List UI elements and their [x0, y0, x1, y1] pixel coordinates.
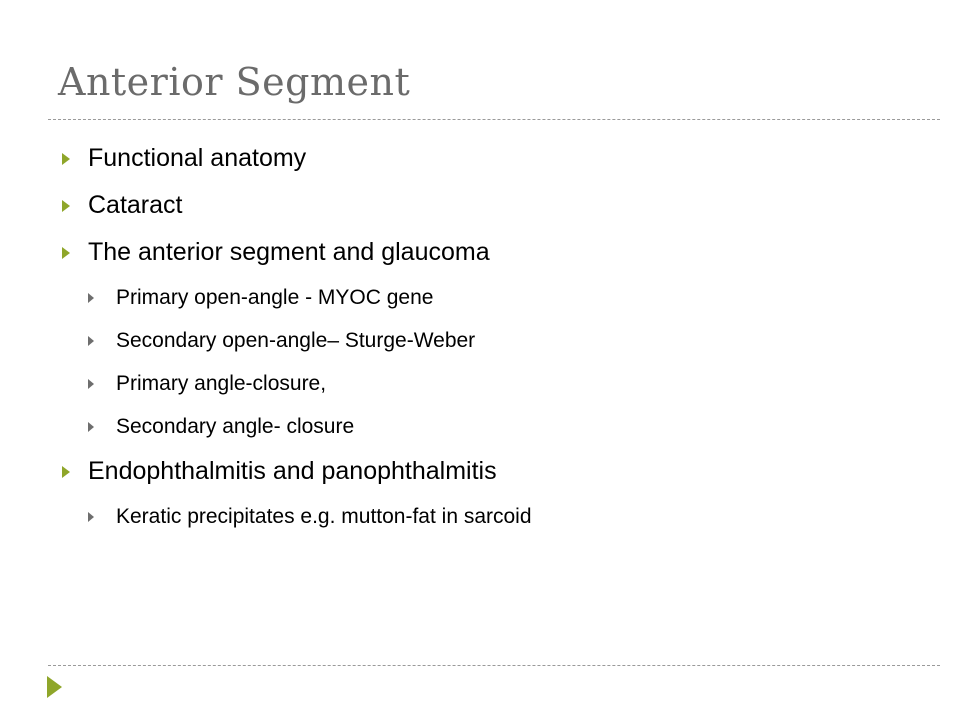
- sub-bullet-text: Secondary open-angle– Sturge-Weber: [116, 329, 476, 352]
- bullet-text: Endophthalmitis and panophthalmitis: [88, 457, 497, 485]
- arrow-right-icon: [88, 336, 94, 346]
- arrow-right-icon: [88, 512, 94, 522]
- slide-title: Anterior Segment: [58, 60, 411, 104]
- bullet-text: Functional anatomy: [88, 144, 307, 172]
- bullet-item: [58, 448, 918, 495]
- footer-divider: [48, 665, 940, 666]
- bullet-item: [58, 229, 918, 276]
- arrow-right-icon: [88, 422, 94, 432]
- sub-bullet-item: [58, 495, 918, 538]
- bullet-text: The anterior segment and glaucoma: [88, 238, 490, 266]
- title-divider: [48, 119, 940, 120]
- arrow-right-icon: [88, 379, 94, 389]
- arrow-right-icon: [88, 293, 94, 303]
- sub-bullet-item: [58, 319, 918, 362]
- sub-bullet-text: Keratic precipitates e.g. mutton-fat in sarcoid: [116, 505, 532, 528]
- arrow-right-icon: [62, 200, 70, 212]
- sub-bullet-text: Secondary angle- closure: [116, 415, 355, 438]
- bullet-item: [58, 182, 918, 229]
- arrow-right-icon: [62, 466, 70, 478]
- triangle-right-icon: [47, 676, 62, 698]
- sub-bullet-text: Primary open-angle - MYOC gene: [116, 286, 434, 309]
- arrow-right-icon: [62, 153, 70, 165]
- bullet-list: [58, 135, 918, 538]
- sub-bullet-item: [58, 362, 918, 405]
- sub-bullet-item: [58, 405, 918, 448]
- sub-bullet-text: Primary angle-closure,: [116, 372, 327, 395]
- sub-bullet-item: [58, 276, 918, 319]
- bullet-text: Cataract: [88, 191, 183, 219]
- bullet-item: [58, 135, 918, 182]
- arrow-right-icon: [62, 247, 70, 259]
